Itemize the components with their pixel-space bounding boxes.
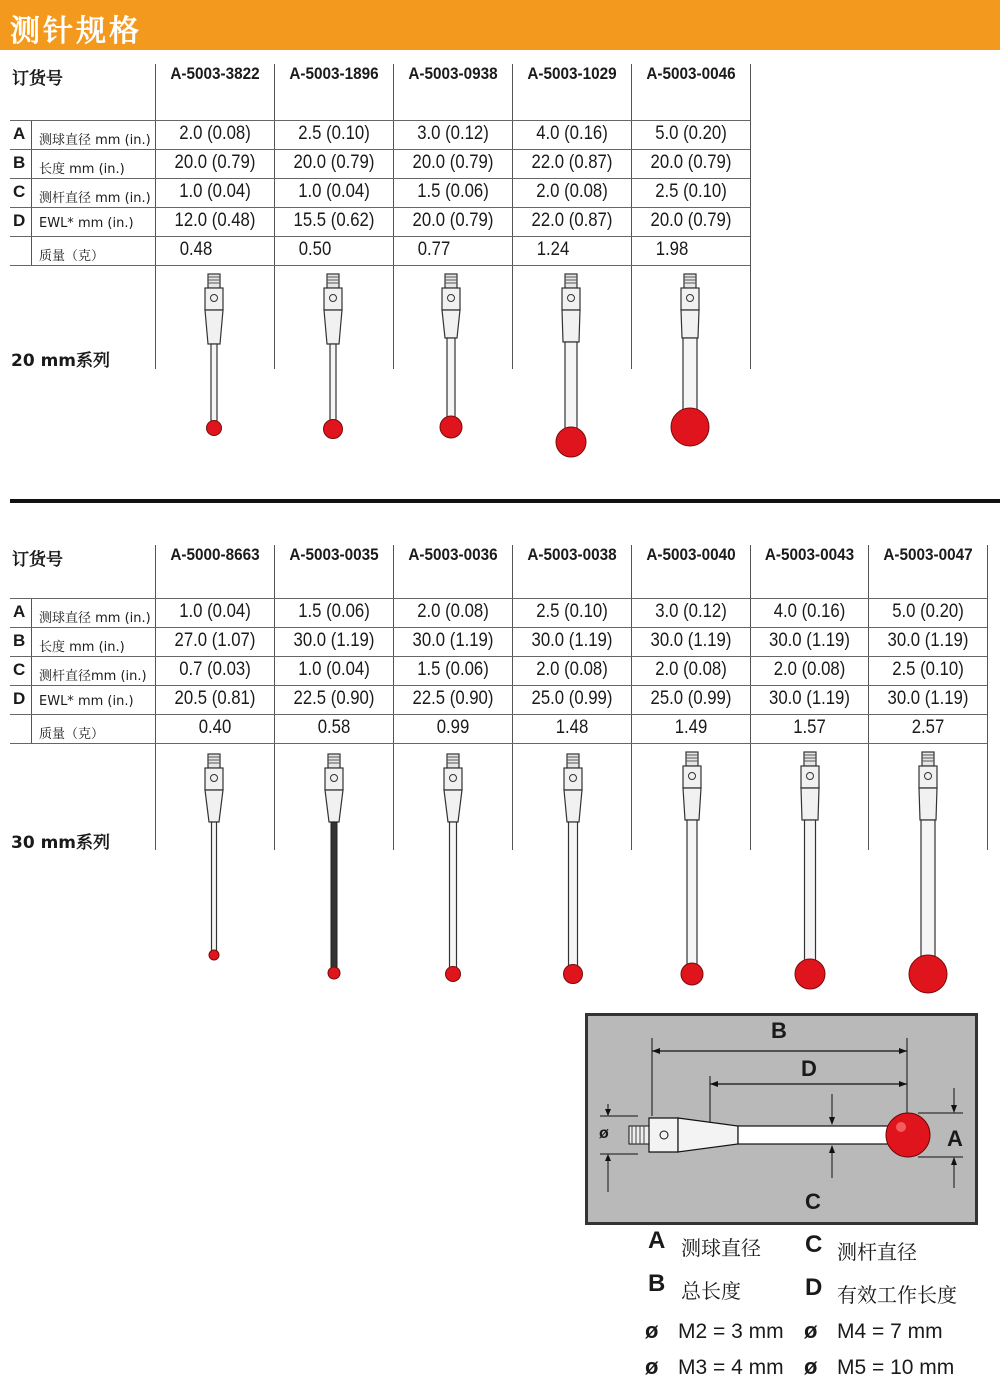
legend-text-b: 总长度 (681, 1279, 741, 1303)
table-cell: 1.0 (0.04) (179, 601, 251, 622)
column-divider (631, 545, 632, 850)
table-cell: 2.0 (0.08) (773, 659, 846, 680)
column-divider (393, 64, 394, 369)
table-cell: 20.5 (0.81) (174, 688, 256, 709)
stylus-image (906, 750, 950, 996)
table-cell: 4.0 (0.16) (536, 123, 608, 144)
table-cell: 1.48 (555, 717, 589, 738)
table-cell: 12.0 (0.48) (174, 210, 256, 231)
row-key: D (13, 689, 26, 708)
column-divider (512, 545, 513, 850)
row-divider (10, 714, 987, 715)
order-number-label: 订货号 (12, 550, 63, 570)
column-divider (393, 545, 394, 850)
diameter-symbol: ø (804, 1318, 818, 1343)
stylus-image (668, 272, 712, 450)
table-cell: 1.5 (0.06) (417, 659, 489, 680)
row-key: D (13, 211, 26, 230)
legend-key-b: B (648, 1270, 666, 1297)
label-b: B (771, 1018, 787, 1043)
column-divider (750, 545, 751, 850)
row-name: 质量（克） (39, 727, 105, 742)
table-cell: 2.0 (0.08) (536, 659, 608, 680)
table-cell: 1.5 (0.06) (417, 181, 489, 202)
stylus-image (557, 752, 589, 986)
legend-text-c: 测杆直径 (837, 1240, 917, 1264)
label-a: A (947, 1126, 963, 1151)
dimension-diagram (585, 1013, 978, 1225)
row-key: B (13, 153, 26, 172)
row-key: B (13, 631, 26, 650)
table-cell: 0.48 (179, 239, 213, 260)
column-divider (987, 545, 988, 850)
table-cell: 20.0 (0.79) (412, 152, 494, 173)
table-cell: 22.5 (0.90) (293, 688, 375, 709)
product-code: A-5003-0046 (646, 64, 736, 83)
table-cell: 20.0 (0.79) (174, 152, 256, 173)
stylus-image (675, 750, 709, 988)
table-cell: 2.0 (0.08) (655, 659, 727, 680)
row-divider (10, 627, 987, 628)
table-cell: 1.0 (0.04) (298, 659, 370, 680)
row-divider (10, 236, 750, 237)
table-cell: 15.5 (0.62) (293, 210, 375, 231)
table-cell: 0.58 (317, 717, 351, 738)
legend-key-d: D (805, 1274, 823, 1301)
table-cell: 30.0 (1.19) (293, 630, 375, 651)
table-cell: 20.0 (0.79) (293, 152, 375, 173)
table-cell: 3.0 (0.12) (655, 601, 727, 622)
column-divider (750, 64, 751, 369)
product-code: A-5003-3822 (170, 64, 260, 83)
table-cell: 5.0 (0.20) (892, 601, 964, 622)
table-cell: 30.0 (1.19) (412, 630, 494, 651)
row-divider (10, 265, 750, 266)
row-name: 长度 mm (in.) (39, 640, 125, 655)
stylus-image (199, 752, 229, 964)
table-cell: 1.24 (536, 239, 570, 260)
label-d: D (801, 1056, 817, 1081)
thread-spec: M2 = 3 mm (678, 1320, 784, 1343)
table-cell: 2.5 (0.10) (298, 123, 370, 144)
table-cell: 0.7 (0.03) (179, 659, 251, 680)
table-cell: 1.5 (0.06) (298, 601, 370, 622)
product-code: A-5003-0036 (408, 545, 498, 564)
table-cell: 25.0 (0.99) (531, 688, 613, 709)
key-divider (31, 120, 32, 265)
product-code: A-5000-8663 (170, 545, 260, 564)
table-cell: 30.0 (1.19) (769, 688, 850, 709)
row-name: 长度 mm (in.) (39, 162, 125, 177)
stylus-image (551, 272, 591, 460)
page-title: 测针规格 (10, 14, 142, 49)
product-code: A-5003-0040 (646, 545, 736, 564)
thread-spec: M5 = 10 mm (837, 1356, 955, 1379)
series-label-30mm: 30 mm系列 (11, 833, 111, 853)
table-cell: 0.77 (417, 239, 451, 260)
product-code: A-5003-0035 (289, 545, 379, 564)
row-divider (10, 178, 750, 179)
table-cell: 2.0 (0.08) (179, 123, 251, 144)
legend-key-a: A (648, 1227, 666, 1254)
order-number-label: 订货号 (12, 69, 63, 89)
legend-key-c: C (805, 1231, 823, 1258)
thread-spec: M3 = 4 mm (678, 1356, 784, 1379)
table-cell: 30.0 (1.19) (650, 630, 732, 651)
column-divider (631, 64, 632, 369)
stylus-image (433, 272, 469, 444)
row-name: 测球直径 mm (in.) (39, 133, 151, 148)
thread-spec: M4 = 7 mm (837, 1320, 943, 1343)
table-cell: 22.0 (0.87) (531, 210, 613, 231)
table-cell: 30.0 (1.19) (769, 630, 850, 651)
table-cell: 0.50 (298, 239, 332, 260)
row-divider (10, 685, 987, 686)
column-divider (155, 545, 156, 850)
column-divider (512, 64, 513, 369)
table-cell: 20.0 (0.79) (650, 152, 732, 173)
section-divider (10, 499, 1000, 503)
table-cell: 1.0 (0.04) (298, 181, 370, 202)
product-code: A-5003-1029 (527, 64, 617, 83)
table-cell: 22.0 (0.87) (531, 152, 613, 173)
product-code: A-5003-0043 (764, 545, 855, 564)
column-divider (868, 545, 869, 850)
row-name: 质量（克） (39, 249, 105, 264)
diagram-drawing (588, 1016, 975, 1222)
row-name: EWL* mm (in.) (39, 216, 134, 231)
legend-text-a: 测球直径 (681, 1236, 761, 1260)
row-key: C (13, 182, 26, 201)
product-code: A-5003-0047 (883, 545, 973, 564)
column-divider (274, 545, 275, 850)
key-divider (31, 598, 32, 743)
row-name: 测杆直径mm (in.) (39, 669, 147, 684)
row-divider (10, 207, 750, 208)
table-cell: 3.0 (0.12) (417, 123, 489, 144)
product-code: A-5003-0938 (408, 64, 498, 83)
table-cell: 2.0 (0.08) (417, 601, 489, 622)
legend-text-d: 有效工作长度 (837, 1283, 957, 1307)
diameter-symbol: ø (645, 1318, 659, 1343)
row-key: A (13, 602, 26, 621)
table-cell: 2.57 (911, 717, 945, 738)
table-cell: 25.0 (0.99) (650, 688, 732, 709)
header-bar (0, 0, 1000, 50)
label-c: C (805, 1189, 821, 1214)
diameter-symbol: ø (804, 1354, 818, 1379)
column-divider (155, 64, 156, 369)
table-cell: 4.0 (0.16) (773, 601, 846, 622)
table-cell: 0.40 (198, 717, 232, 738)
table-cell: 1.57 (793, 717, 826, 738)
product-code: A-5003-0038 (527, 545, 617, 564)
diameter-symbol: ø (645, 1354, 659, 1379)
table-cell: 30.0 (1.19) (887, 630, 969, 651)
row-divider (10, 149, 750, 150)
table-cell: 5.0 (0.20) (655, 123, 727, 144)
product-code: A-5003-1896 (289, 64, 379, 83)
table-cell: 1.0 (0.04) (179, 181, 251, 202)
row-divider (10, 120, 750, 121)
row-name: 测球直径 mm (in.) (39, 611, 151, 626)
row-divider (10, 656, 987, 657)
stylus-image (438, 752, 468, 984)
table-cell: 2.0 (0.08) (536, 181, 608, 202)
table-cell: 2.5 (0.10) (655, 181, 727, 202)
stylus-image (319, 752, 349, 982)
table-cell: 30.0 (1.19) (531, 630, 613, 651)
table-cell: 30.0 (1.19) (887, 688, 969, 709)
stylus-image (792, 750, 828, 992)
table-cell: 20.0 (0.79) (650, 210, 732, 231)
table-cell: 1.98 (655, 239, 689, 260)
table-cell: 27.0 (1.07) (174, 630, 256, 651)
row-divider (10, 743, 987, 744)
label-thread-diameter: ø (599, 1125, 609, 1142)
row-key: A (13, 124, 26, 143)
table-cell: 2.5 (0.10) (536, 601, 608, 622)
table-cell: 1.49 (674, 717, 708, 738)
stylus-image (315, 272, 351, 444)
row-key: C (13, 660, 26, 679)
stylus-image (196, 272, 232, 442)
table-cell: 22.5 (0.90) (412, 688, 494, 709)
row-name: EWL* mm (in.) (39, 694, 134, 709)
column-divider (274, 64, 275, 369)
row-divider (10, 598, 987, 599)
table-cell: 20.0 (0.79) (412, 210, 494, 231)
table-cell: 2.5 (0.10) (892, 659, 964, 680)
row-name: 测杆直径 mm (in.) (39, 191, 151, 206)
table-cell: 0.99 (436, 717, 470, 738)
series-label-20mm: 20 mm系列 (11, 351, 111, 371)
